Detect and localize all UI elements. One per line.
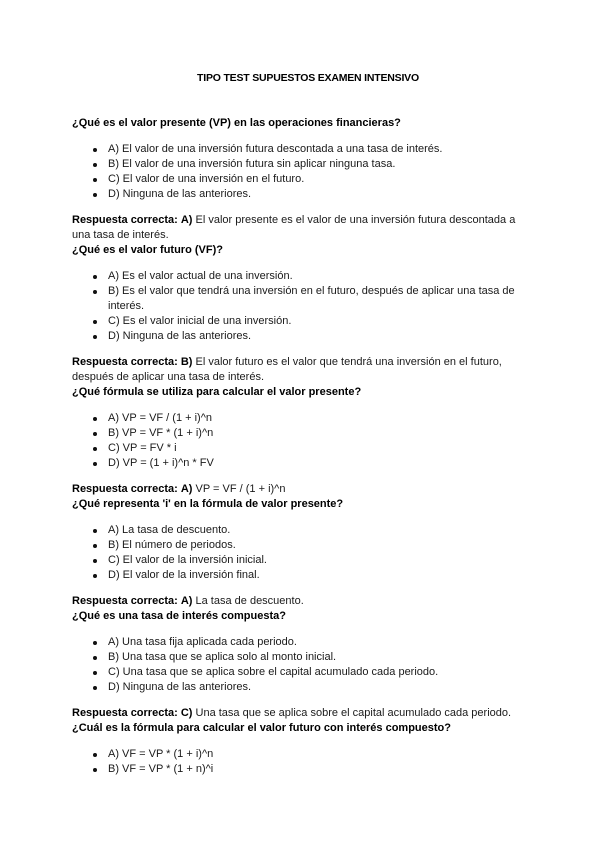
question-block — [72, 385, 532, 497]
question-block — [72, 609, 532, 721]
option-item: C) El valor de la inversión inicial. — [108, 553, 532, 568]
answer-letter: C) — [180, 707, 193, 719]
answer-text: VP = VF / (1 + i)^n — [195, 483, 286, 495]
question-text: ¿Qué es el valor presente (VP) en las operaciones financieras? — [72, 117, 401, 129]
option-item: A) Una tasa fija aplicada cada periodo. — [108, 635, 532, 650]
answer-label: Respuesta correcta: — [72, 356, 178, 368]
answer-label: Respuesta correcta: — [72, 707, 178, 719]
question-block — [72, 116, 532, 243]
option-item: B) El valor de una inversión futura sin aplicar ninguna tasa. — [108, 157, 532, 172]
correct-answer — [72, 706, 532, 721]
answer-text: Una tasa que se aplica sobre el capital acumulado cada periodo. — [195, 707, 512, 719]
document-page — [72, 71, 532, 788]
options-list — [72, 635, 532, 695]
answer-letter: A) — [180, 483, 193, 495]
answer-label: Respuesta correcta: — [72, 595, 178, 607]
question-text: ¿Qué es el valor futuro (VF)? — [72, 244, 223, 256]
option-item: C) Es el valor inicial de una inversión. — [108, 314, 532, 329]
option-item: B) El número de periodos. — [108, 538, 532, 553]
option-item: D) Ninguna de las anteriores. — [108, 329, 532, 344]
option-item: D) VP = (1 + i)^n * FV — [108, 456, 532, 471]
answer-text: El valor presente es el valor de una inversión futura descontada a una tasa de interés. — [72, 214, 516, 241]
question-text: ¿Cuál es la fórmula para calcular el valor futuro con interés compuesto? — [72, 722, 451, 734]
option-item: B) VP = VF * (1 + i)^n — [108, 426, 532, 441]
correct-answer — [72, 594, 532, 609]
option-item: A) La tasa de descuento. — [108, 523, 532, 538]
document-title: TIPO TEST SUPUESTOS EXAMEN INTENSIVO — [197, 72, 419, 84]
option-item: D) Ninguna de las anteriores. — [108, 187, 532, 202]
option-item: B) Es el valor que tendrá una inversión en el futuro, después de aplicar una tasa de interés. — [108, 284, 532, 314]
question-text: ¿Qué representa 'i' en la fórmula de valor presente? — [72, 498, 344, 510]
option-item: B) Una tasa que se aplica solo al monto inicial. — [108, 650, 532, 665]
option-item: A) VF = VP * (1 + i)^n — [108, 747, 532, 762]
question-list — [72, 116, 532, 777]
answer-text: La tasa de descuento. — [195, 595, 304, 607]
option-item: A) VP = VF / (1 + i)^n — [108, 411, 532, 426]
correct-answer — [72, 355, 532, 385]
question-text: ¿Qué fórmula se utiliza para calcular el valor presente? — [72, 386, 362, 398]
options-list — [72, 142, 532, 202]
question-block — [72, 243, 532, 385]
answer-letter: B) — [180, 356, 193, 368]
option-item: C) El valor de una inversión en el futuro. — [108, 172, 532, 187]
option-item: C) Una tasa que se aplica sobre el capital acumulado cada periodo. — [108, 665, 532, 680]
option-item: D) Ninguna de las anteriores. — [108, 680, 532, 695]
answer-text: El valor futuro es el valor que tendrá una inversión en el futuro, después de aplicar una tasa de interés. — [72, 356, 502, 383]
option-item: B) VF = VP * (1 + n)^i — [108, 762, 532, 777]
answer-label: Respuesta correcta: — [72, 214, 178, 226]
options-list — [72, 269, 532, 344]
options-list — [72, 411, 532, 471]
answer-letter: A) — [180, 595, 193, 607]
option-item: A) El valor de una inversión futura descontada a una tasa de interés. — [108, 142, 532, 157]
answer-label: Respuesta correcta: — [72, 483, 178, 495]
question-text: ¿Qué es una tasa de interés compuesta? — [72, 610, 286, 622]
question-block — [72, 497, 532, 609]
answer-letter: A) — [180, 214, 193, 226]
correct-answer — [72, 213, 532, 243]
option-item: C) VP = FV * i — [108, 441, 532, 456]
option-item: D) El valor de la inversión final. — [108, 568, 532, 583]
option-item: A) Es el valor actual de una inversión. — [108, 269, 532, 284]
options-list — [72, 747, 532, 777]
question-block — [72, 721, 532, 777]
options-list — [72, 523, 532, 583]
correct-answer — [72, 482, 532, 497]
